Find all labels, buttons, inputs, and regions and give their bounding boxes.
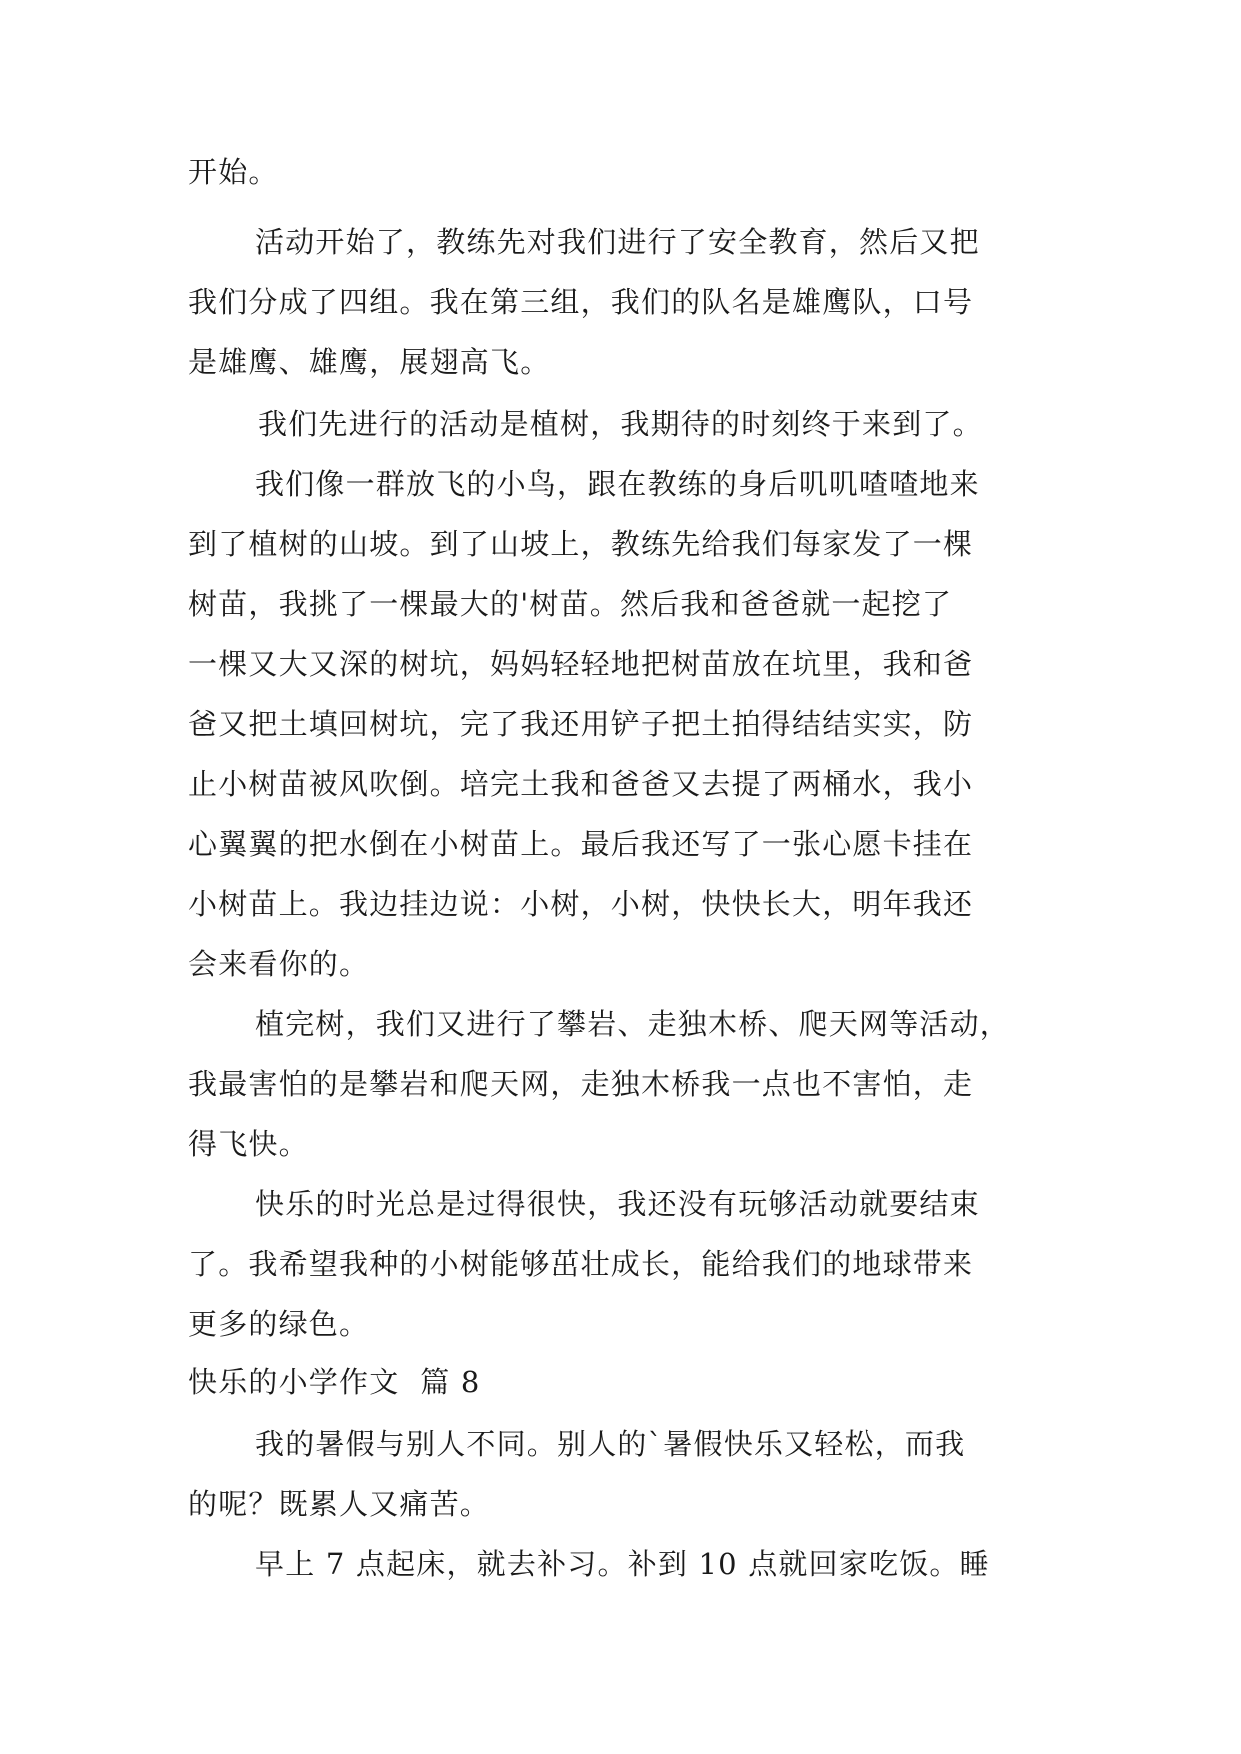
text-line: 小树苗上。我边挂边说：小树，小树，快快长大，明年我还 <box>188 887 974 921</box>
text-line: 树苗，我挑了一棵最大的'树苗。然后我和爸爸就一起挖了 <box>188 587 953 621</box>
paragraph-first-line: 早上 7 点起床，就去补习。补到 10 点就回家吃饭。睡 <box>255 1547 990 1581</box>
section-heading: 快乐的小学作文 篇 8 <box>188 1365 481 1399</box>
text-line: 止小树苗被风吹倒。培完土我和爸爸又去提了两桶水，我小 <box>188 767 974 801</box>
text-line: 心翼翼的把水倒在小树苗上。最后我还写了一张心愿卡挂在 <box>188 827 974 861</box>
text-line: 一棵又大又深的树坑，妈妈轻轻地把树苗放在坑里，我和爸 <box>188 647 974 681</box>
text-line: 了。我希望我种的小树能够茁壮成长，能给我们的地球带来 <box>188 1247 974 1281</box>
paragraph-first-line: 快乐的时光总是过得很快，我还没有玩够活动就要结束 <box>255 1187 980 1221</box>
paragraph-first-line: 我的暑假与别人不同。别人的`暑假快乐又轻松，而我 <box>255 1427 966 1461</box>
text-line: 我们分成了四组。我在第三组，我们的队名是雄鹰队，口号 <box>188 285 974 319</box>
text-line: 是雄鹰、雄鹰，展翅高飞。 <box>188 345 551 379</box>
text-line: 到了植树的山坡。到了山坡上，教练先给我们每家发了一棵 <box>188 527 974 561</box>
paragraph-first-line: 植完树，我们又进行了攀岩、走独木桥、爬天网等活动， <box>255 1007 1011 1041</box>
text-line: 爸又把土填回树坑，完了我还用铲子把土拍得结结实实，防 <box>188 707 974 741</box>
text-line: 更多的绿色。 <box>188 1307 370 1341</box>
paragraph-first-line: 活动开始了，教练先对我们进行了安全教育，然后又把 <box>255 225 980 259</box>
text-line: 会来看你的。 <box>188 947 370 981</box>
paragraph-first-line: 我们先进行的活动是植树，我期待的时刻终于来到了。 <box>258 407 983 441</box>
text-line: 我最害怕的是攀岩和爬天网，走独木桥我一点也不害怕，走 <box>188 1067 974 1101</box>
text-line: 开始。 <box>188 155 279 189</box>
paragraph-first-line: 我们像一群放飞的小鸟，跟在教练的身后叽叽喳喳地来 <box>255 467 980 501</box>
text-line: 得飞快。 <box>188 1127 309 1161</box>
text-line: 的呢？既累人又痛苦。 <box>188 1487 491 1521</box>
